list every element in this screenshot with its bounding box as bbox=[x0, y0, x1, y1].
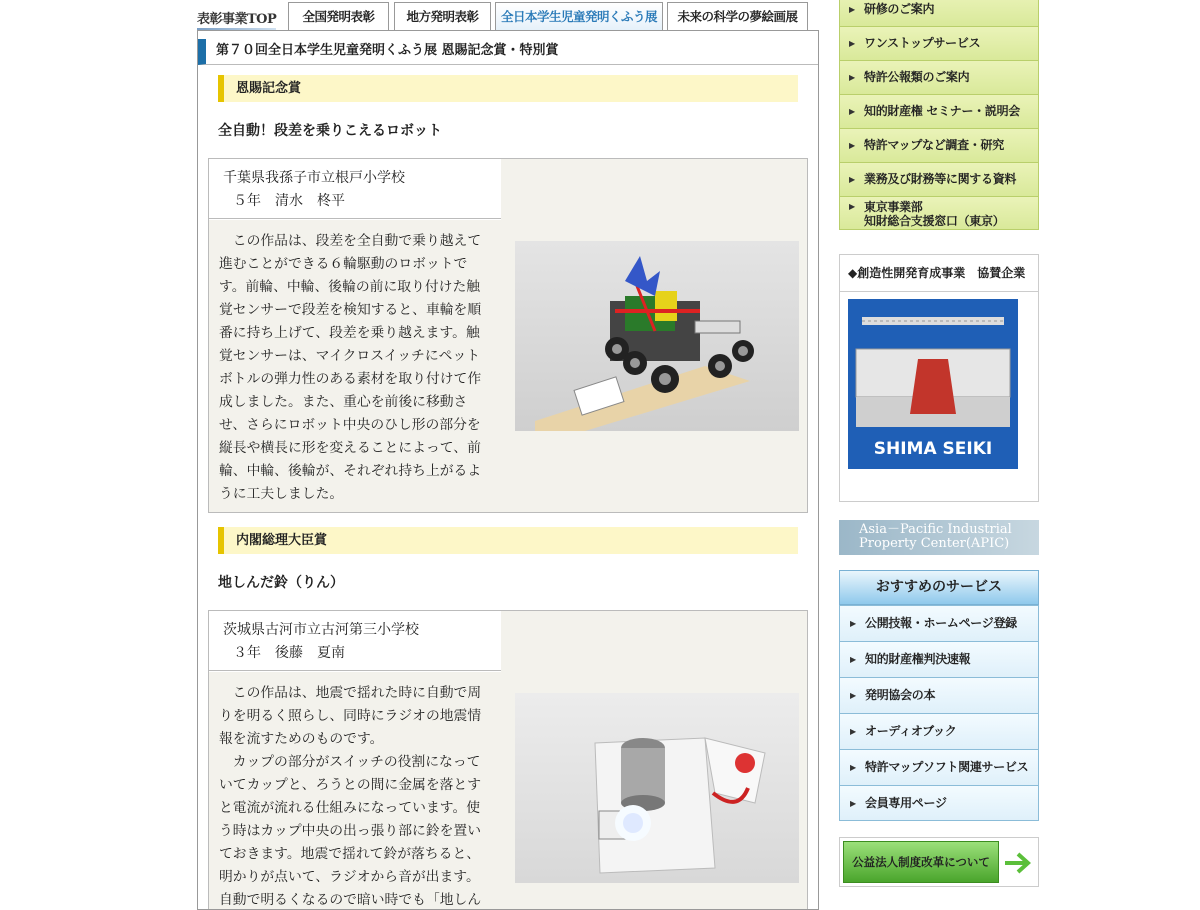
sidebar-item-training[interactable]: ▶ 研修のご案内 bbox=[839, 0, 1039, 26]
reform-button[interactable]: 公益法人制度改革について bbox=[843, 841, 999, 883]
recommended-services-menu bbox=[839, 605, 1039, 821]
sidebar-item-one-stop[interactable]: ▶ ワンストップサービス bbox=[839, 26, 1039, 60]
apic-line1: Asia－Pacific Industrial bbox=[859, 522, 1012, 537]
tab-national-invention[interactable]: 全国発明表彰 bbox=[288, 2, 389, 30]
work-title: 地しんだ鈴（りん） bbox=[218, 575, 344, 591]
photo-panel bbox=[501, 611, 807, 910]
sidebar-item-seminar[interactable]: ▶ 知的財産権 セミナー・説明会 bbox=[839, 94, 1039, 128]
sidebar-item-finance-docs[interactable]: ▶ 業務及び財務等に関する資料 bbox=[839, 162, 1039, 196]
tokyo-office-line2: 知財総合支援窓口（東京） bbox=[864, 214, 1005, 228]
tab-regional-invention[interactable]: 地方発明表彰 bbox=[394, 2, 491, 30]
work-description: この作品は、段差を全自動で乗り越えて進むことができる６輪駆動のロボットです。前輪、中輪、後輪の前に取り付けた触覚センサーで段差を検知すると、車輪を順番に持ち上げて、段差を乗り越えます。触覚センサーは、マイクロスイッチにペットボトルの弾力性のある素材を取り付けて作成しました。また、重心を前後に移動させ、さらにロボット中央のひし形の部分を縦長や横長に形を変えることによって、前輪、中輪、後輪が、それぞれ持ち上がるように工夫しました。 bbox=[209, 220, 501, 512]
work-title: 全自動！段差を乗りこえるロボット bbox=[218, 123, 442, 139]
robot-photo bbox=[515, 241, 799, 431]
award-tabs bbox=[197, 2, 819, 32]
sponsor-logo-text: SHIMA SEIKI bbox=[873, 439, 993, 459]
reform-banner[interactable] bbox=[839, 837, 1039, 887]
work-description: この作品は、地震で揺れた時に自動で周りを明るく照らし、同時にラジオの地震情報を流すためのものです。 カップの部分がスイッチの役割になっていてカップと、ろうとの間に金属を落とすと電流が流れる仕組みになっています。使う時はカップ中央の出っ張り部に鈴を置いておきます。地震で揺れて鈴が落ちると、明かりが点いて、ラジオから音が出ます。自動で明るくなるので暗い時でも「地しん bbox=[209, 672, 501, 910]
device-photo bbox=[515, 693, 799, 883]
service-item-patent-map-software[interactable]: ▶ 特許マップソフト関連サービス bbox=[839, 749, 1039, 785]
school-info bbox=[209, 159, 501, 219]
service-item-public-tech-report[interactable]: ▶ 公開技報・ホームページ登録 bbox=[839, 605, 1039, 641]
student-grade-name: ３年 後藤 夏南 bbox=[233, 645, 345, 661]
sidebar-item-patent-map[interactable]: ▶ 特許マップなど調査・研究 bbox=[839, 128, 1039, 162]
main-content bbox=[197, 30, 819, 910]
school-name: 茨城県古河市立古河第三小学校 bbox=[223, 622, 419, 638]
student-grade-name: ５年 清水 柊平 bbox=[233, 193, 345, 209]
sponsor-heading: ◆創造性開発育成事業 協賛企業 bbox=[840, 255, 1038, 292]
service-item-books[interactable]: ▶ 発明協会の本 bbox=[839, 677, 1039, 713]
award-heading: 恩賜記念賞 bbox=[218, 75, 798, 102]
award-heading: 内閣総理大臣賞 bbox=[218, 527, 798, 554]
page-title: 第７０回全日本学生児童発明くふう展 恩賜記念賞・特別賞 bbox=[198, 39, 818, 65]
service-item-ip-rulings[interactable]: ▶ 知的財産権判決速報 bbox=[839, 641, 1039, 677]
apic-banner[interactable] bbox=[839, 520, 1039, 555]
apic-line2: Property Center(APIC) bbox=[859, 536, 1010, 551]
school-info bbox=[209, 611, 501, 671]
sidebar-item-tokyo-office[interactable] bbox=[839, 196, 1039, 230]
entry-card bbox=[208, 610, 808, 910]
sidebar-item-patent-gazette[interactable]: ▶ 特許公報類のご案内 bbox=[839, 60, 1039, 94]
sponsor-banner[interactable] bbox=[848, 299, 1018, 469]
photo-panel bbox=[501, 159, 807, 512]
service-item-members-page[interactable]: ▶ 会員専用ページ bbox=[839, 785, 1039, 821]
tab-student-exhibition[interactable]: 全日本学生児童発明くふう展 bbox=[495, 2, 663, 30]
tokyo-office-line1: 東京事業部 bbox=[864, 200, 923, 214]
arrow-right-icon bbox=[1003, 848, 1033, 878]
entry-info bbox=[209, 611, 502, 910]
sponsor-box bbox=[839, 254, 1039, 502]
entry-info bbox=[209, 159, 502, 512]
sidebar-menu bbox=[839, 0, 1039, 230]
service-item-audiobook[interactable]: ▶ オーディオブック bbox=[839, 713, 1039, 749]
recommended-services-heading: おすすめのサービス bbox=[839, 570, 1039, 605]
entry-card bbox=[208, 158, 808, 513]
tab-future-science-painting[interactable]: 未来の科学の夢絵画展 bbox=[667, 2, 808, 30]
awards-top-link[interactable]: 表彰事業TOP bbox=[197, 8, 276, 27]
school-name: 千葉県我孫子市立根戸小学校 bbox=[223, 170, 405, 186]
